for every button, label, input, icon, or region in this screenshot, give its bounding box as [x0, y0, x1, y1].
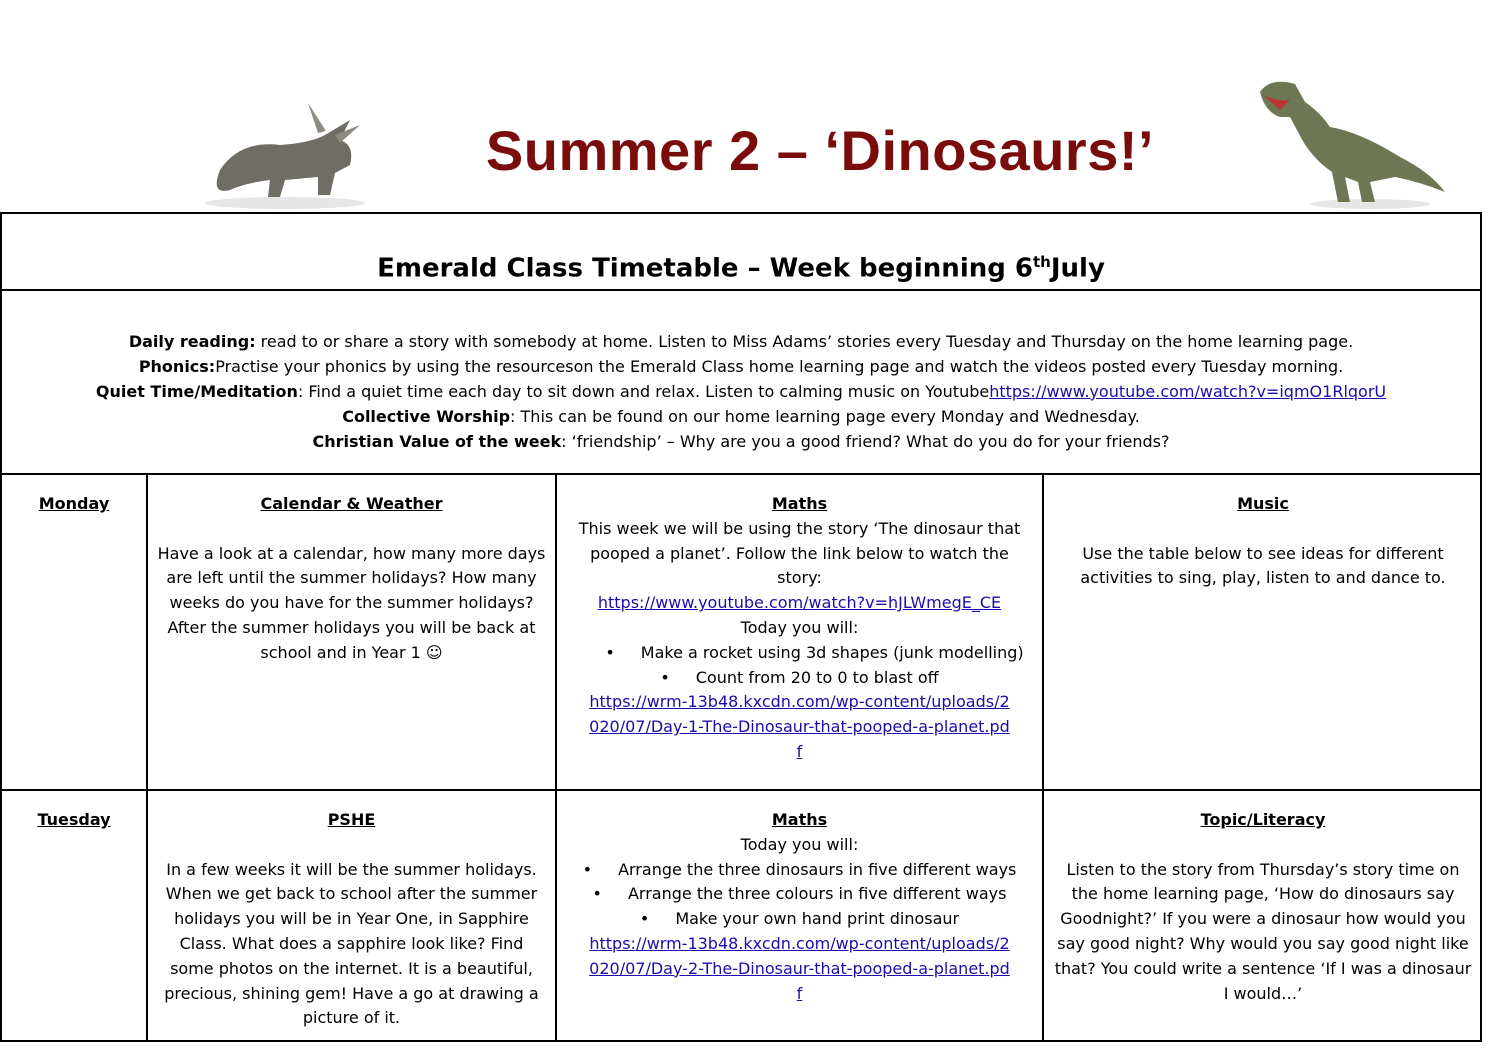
day2-pdf-link[interactable]: https://wrm-13b48.kxcdn.com/wp-content/uploads/2020/07/Day-2-The-Dinosaur-that-pooped-a-planet.pdf [589, 933, 1010, 1003]
trex-image [1250, 72, 1450, 212]
day1-pdf-link[interactable]: https://wrm-13b48.kxcdn.com/wp-content/uploads/2020/07/Day-1-The-Dinosaur-that-pooped-a-planet.pdf [589, 692, 1010, 761]
monday-music-cell: Music Use the table below to see ideas for different activities to sing, play, listen to and dance to. [1080, 494, 1446, 588]
daily-info: Daily reading: read to or share a story with somebody at home. Listen to Miss Adams’ stories every Tuesday and Thursday on the home learning page. Phonics:Practise your phonics by using the resourceson the Emerald Class home learning page and watch the videos posted every Tuesday morning. Quiet Time/Meditation: Find a quiet time each day to sit down and relax. Listen to calming music on Youtubehttps://www.youtube.com/watch?v=iqmO1RlqorU Collective Worship: This can be found on our home learning page every Monday and Wednesday. Christian Value of the week: ‘friendship’ – Why are you a good friend? What do you do for your friends? [2, 291, 1480, 475]
monday-row [2, 475, 1480, 791]
timetable-table [0, 212, 1482, 1042]
meditation-link[interactable]: https://www.youtube.com/watch?v=iqmO1RlqorU [989, 382, 1387, 401]
day-cell-monday: Monday [2, 475, 148, 789]
monday-calendar-cell: Calendar & Weather Have a look at a calendar, how many more days are left until the summer holidays? How many weeks do you have for the summer holidays? After the summer holidays you will be back at school and in Year 1 ☺ [148, 475, 557, 789]
tuesday-maths-cell: Maths Today you will: • Arrange the three dinosaurs in five different ways • Arrange the three colours in five different ways • Make your own hand print dinosaur https://wrm-13b48.kxcdn.com/wp-content/uploads/2020/07/Day-2-The-Dinosaur-that-pooped-a-planet.pdf [557, 791, 1044, 1040]
tuesday-row [2, 791, 1480, 1040]
tuesday-topic-cell: Topic/Literacy Listen to the story from Thursday’s story time on the home learning page, ‘How do dinosaurs say Goodnight?’ If you were a dinosaur how would you say good night? Why would you say good night like that? You could write a sentence ‘If I was a dinosaur I would…’ [1054, 810, 1472, 1003]
story-video-link[interactable]: https://www.youtube.com/watch?v=hJLWmegE_CE [597, 593, 1002, 613]
tuesday-pshe-cell: PSHE In a few weeks it will be the summer holidays. When we get back to school after the summer holidays you will be in Year One, in Sapphire Class. What does a sapphire look like? Find some photos on the internet. It is a beautiful, precious, shining gem! Have a go at drawing a picture of it. [148, 791, 557, 1040]
day-cell-tuesday: Tuesday [2, 791, 148, 1040]
page-title: Summer 2 – ‘Dinosaurs!’ [485, 119, 1155, 182]
monday-maths-cell: Maths This week we will be using the story ‘The dinosaur that pooped a planet’. Follow the link below to watch the story: https://www.youtube.com/watch?v=hJLWmegE_CE Today you will: • Make a rocket using 3d shapes (junk modelling) • Count from 20 to 0 to blast off https://wrm-13b48.kxcdn.com/wp-content/uploads/2020/07/Day-1-The-Dinosaur-that-pooped-a-planet.pdf [557, 475, 1044, 789]
timetable-header: Emerald Class Timetable – Week beginning 6thJuly [2, 214, 1480, 291]
triceratops-image [200, 95, 370, 210]
